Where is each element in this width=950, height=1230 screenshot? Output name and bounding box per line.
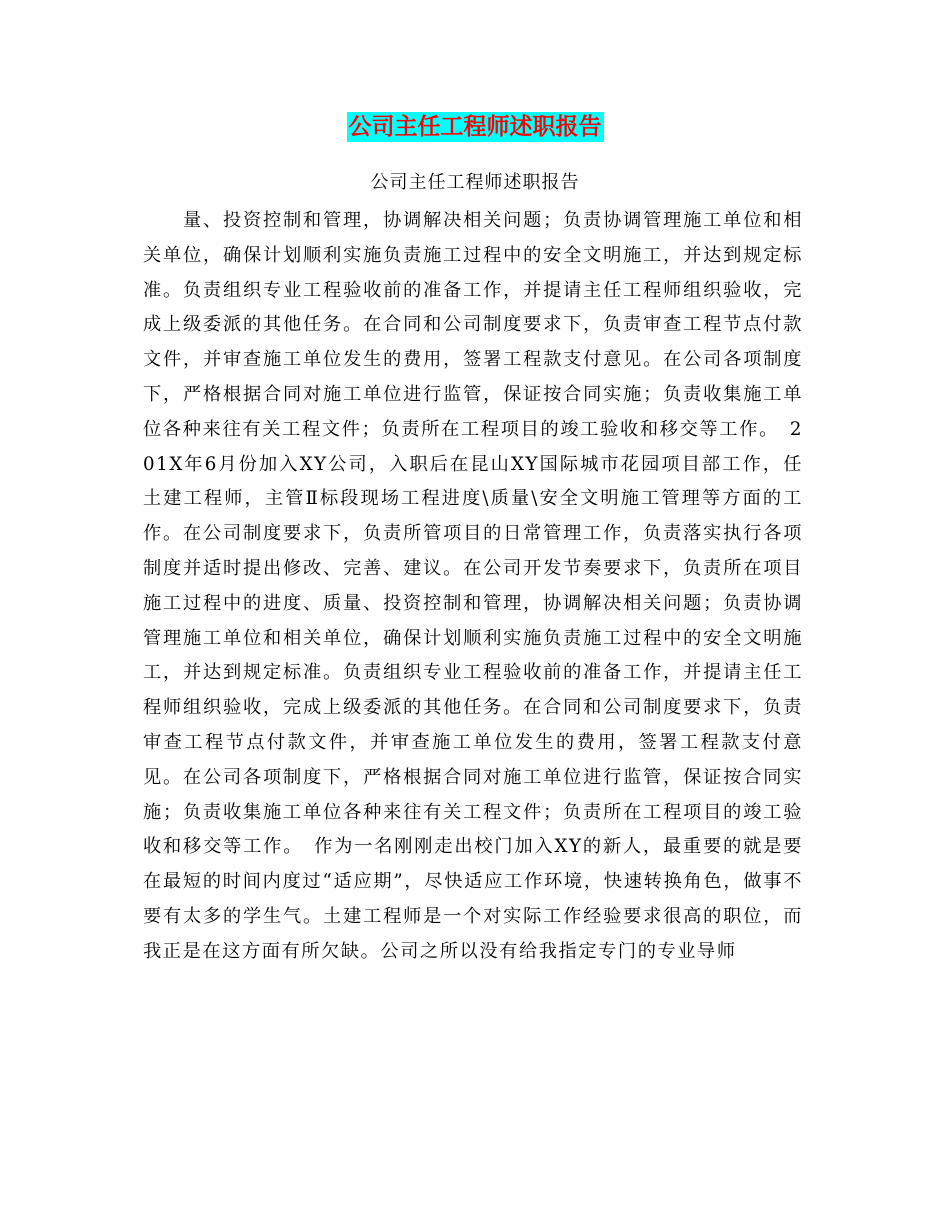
document-title: 公司主任工程师述职报告 [348, 114, 602, 140]
document-subtitle: 公司主任工程师述职报告 [370, 172, 580, 193]
body-paragraph: 量、投资控制和管理，协调解决相关问题；负责协调管理施工单位和相关单位，确保计划顺利实施负责施工过程中的安全文明施工，并达到规定标准。负责组织专业工程验收前的准备工作，并提请主任工程师组织验收，完成上级委派的其他任务。在合同和公司制度要求下，负责审查工程节点付款文件，并审查施工单位发生的费用，签署工程款支付意见。在公司各项制度下，严格根据合同对施工单位进行监管，保证按合同实施；负责收集施工单位各种来往有关工程文件；负责所在工程项目的竣工验收和移交等工作。 201X年6月份加入XY公司，入职后在昆山XY国际城市花园项目部工作，任土建工程师，主管Ⅱ标段现场工程进度\质量\安全文明施工管理等方面的工作。在公司制度要求下，负责所管项目的日常管理工作，负责落实执行各项制度并适时提出修改、完善、建议。在公司开发节奏要求下，负责所在项目施工过程中的进度、质量、投资控制和管理，协调解决相关问题；负责协调管理施工单位和相关单位，确保计划顺利实施负责施工过程中的安全文明施工，并达到规定标准。负责组织专业工程验收前的准备工作，并提请主任工程师组织验收，完成上级委派的其他任务。在合同和公司制度要求下，负责审查工程节点付款文件，并审查施工单位发生的费用，签署工程款支付意见。在公司各项制度下，严格根据合同对施工单位进行监管，保证按合同实施；负责收集施工单位各种来往有关工程文件；负责所在工程项目的竣工验收和移交等工作。 作为一名刚刚走出校门加入XY的新人，最重要的就是要在最短的时间内度过“适应期”，尽快适应工作环境，快速转换角色，做事不要有太多的学生气。土建工程师是一个对实际工作经验要求很高的职位，而我正是在这方面有所欠缺。公司之所以没有给我指定专门的专业导师 [143, 210, 803, 962]
title-container [0, 112, 950, 142]
